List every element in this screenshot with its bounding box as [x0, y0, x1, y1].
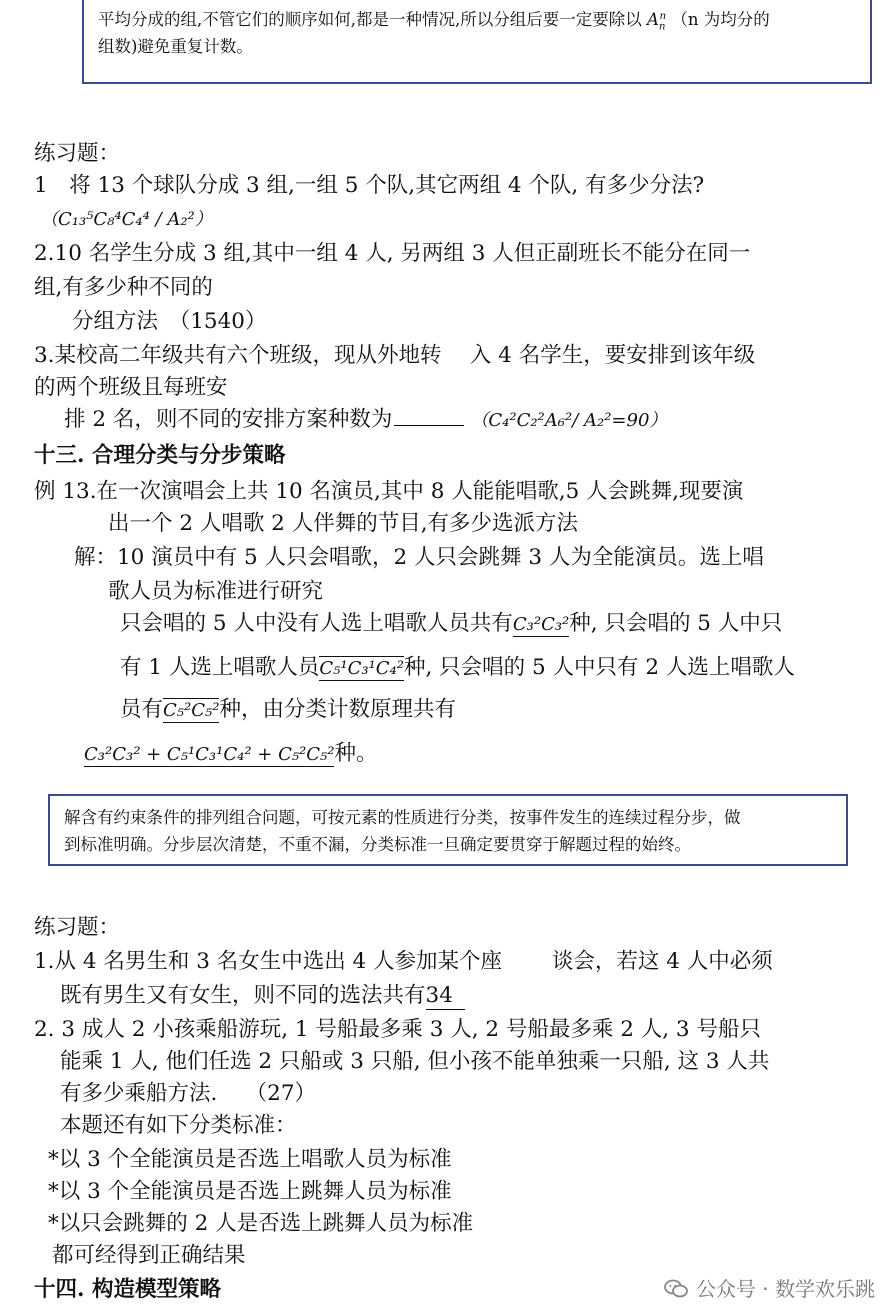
note-box-top-line2: 组数)避免重复计数。 — [98, 37, 253, 56]
exercise2-q2-line1: 2. 3 成人 2 小孩乘船游玩, 1 号船最多乘 3 人, 2 号船最多乘 2 人, 3 号船只 — [34, 1017, 761, 1042]
wechat-icon — [664, 1279, 688, 1299]
solution-line1: 解：10 演员中有 5 人只会唱歌，2 人只会跳舞 3 人为全能演员。选上唱 — [74, 545, 764, 570]
formula-c5-c3-c4: C₅¹C₃¹C₄² — [319, 658, 404, 679]
exercise1-q2-line2: 组,有多少种不同的 — [34, 275, 213, 300]
note-box-middle — [48, 794, 848, 866]
solution-line5: 员有C₅²C₅²种，由分类计数原理共有 — [120, 697, 456, 722]
solution-line3: 只会唱的 5 人中没有人选上唱歌人员共有C₃²C₃²种, 只会唱的 5 人中只 — [120, 611, 783, 636]
formula-c3-c3: C₃²C₃² — [512, 614, 570, 635]
formula-permutation: $A_n^n$ — [647, 10, 667, 33]
exercise1-q3-line3: 排 2 名，则不同的安排方案种数为 （C₄²C₂²A₆²/ A₂²=90） — [64, 407, 668, 432]
exercise2-q2-line2: 能乘 1 人, 他们任选 2 只船或 3 只船, 但小孩不能单独乘一只船, 这 3 人共 — [60, 1049, 770, 1074]
exercise1-q1-answer: （C₁₃⁵C₈⁴C₄⁴ / A₂²） — [40, 209, 213, 230]
exercise2-q2-line3: 有多少乘船方法. （27） — [60, 1081, 317, 1106]
answer-34: 34 — [426, 983, 465, 1010]
note-line1: 本题还有如下分类标准： — [60, 1113, 297, 1138]
section-13-title: 十三. 合理分类与分步策略 — [34, 443, 286, 468]
note-box-middle-line1: 解含有约束条件的排列组合问题，可按元素的性质进行分类，按事件发生的连续过程分步，做 — [64, 808, 741, 827]
exercise1-q2-line3: 分组方法 （1540） — [72, 309, 267, 334]
formula-c5-c5: C₅²C₅² — [163, 700, 220, 721]
section-14-title: 十四. 构造模型策略 — [34, 1277, 221, 1302]
example13-line2: 出一个 2 人唱歌 2 人伴舞的节目,有多少选派方法 — [108, 511, 579, 536]
watermark-text: 公众号 · 数学欢乐跳 — [695, 1277, 875, 1301]
note-line3: *以 3 个全能演员是否选上跳舞人员为标准 — [48, 1179, 452, 1204]
exercise1-q3-line2: 的两个班级且每班安 — [34, 375, 228, 400]
answer-blank — [394, 407, 464, 426]
note-line4: *以只会跳舞的 2 人是否选上跳舞人员为标准 — [48, 1211, 474, 1236]
exercise2-q1-line1: 1.从 4 名男生和 3 名女生中选出 4 人参加某个座 谈会，若这 4 人中必须 — [34, 949, 773, 974]
note-box-middle-line2: 到标准明确。分步层次清楚，不重不漏，分类标准一旦确定要贯穿于解题过程的始终。 — [64, 835, 691, 854]
solution-line2: 歌人员为标准进行研究 — [108, 579, 324, 604]
note-box-top-line1: 平均分成的组,不管它们的顺序如何,都是一种情况,所以分组后要一定要除以 $A_n^n$ （n 为均分的 — [98, 10, 770, 33]
formula-total: C₃²C₃² + C₅¹C₃¹C₄² + C₅²C₅² — [84, 744, 335, 765]
exercise1-q2-line1: 2.10 名学生分成 3 组,其中一组 4 人, 另两组 3 人但正副班长不能分在同一 — [34, 241, 751, 266]
exercise2-heading: 练习题： — [34, 915, 121, 940]
note-line5: 都可经得到正确结果 — [52, 1243, 246, 1268]
exercise2-q1-line2: 既有男生又有女生，则不同的选法共有34 — [60, 982, 465, 1010]
solution-line4: 有 1 人选上唱歌人员C₅¹C₃¹C₄²种, 只会唱的 5 人中只有 2 人选上唱歌人 — [120, 655, 795, 680]
exercise1-q3-line1: 3.某校高二年级共有六个班级，现从外地转 入 4 名学生，要安排到该年级 — [34, 343, 756, 368]
example13-line1: 例 13.在一次演唱会上共 10 名演员,其中 8 人能能唱歌,5 人会跳舞,现要演 — [34, 479, 744, 504]
note-line2: *以 3 个全能演员是否选上唱歌人员为标准 — [48, 1147, 452, 1172]
solution-line6: C₃²C₃² + C₅¹C₃¹C₄² + C₅²C₅²种。 — [84, 741, 378, 766]
exercise1-q1: 1 将 13 个球队分成 3 组,一组 5 个队,其它两组 4 个队, 有多少分法? — [34, 173, 705, 198]
note-box-top — [82, 0, 872, 84]
watermark — [664, 1273, 875, 1302]
exercise-heading: 练习题： — [34, 141, 121, 166]
